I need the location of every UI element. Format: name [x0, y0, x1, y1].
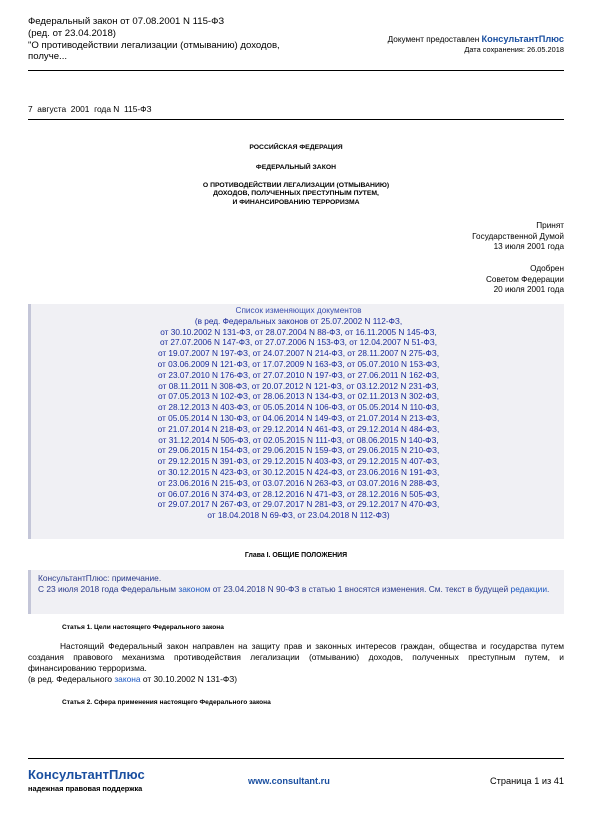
doc-title-line: "О противодействии легализации (отмыванию) доходов,	[28, 39, 280, 51]
approved-date: 20 июля 2001 года	[493, 285, 564, 295]
box-side-bar	[28, 304, 31, 539]
document-header-title	[28, 16, 328, 63]
document-provider	[388, 34, 564, 55]
edition-note: (в ред. Федерального	[28, 673, 115, 684]
law-type-title: ФЕДЕРАЛЬНЫЙ ЗАКОН	[255, 164, 337, 171]
footer-logo[interactable]: КонсультантПлюс	[28, 767, 145, 782]
adopted-by-duma	[472, 221, 564, 253]
approved-label: Одобрен	[530, 264, 564, 273]
law-name-line: ДОХОДОВ, ПОЛУЧЕННЫХ ПРЕСТУПНЫМ ПУТЕМ,	[213, 190, 379, 198]
adopted-body: Государственной Думой	[472, 231, 564, 241]
website-link[interactable]: www.consultant.ru	[248, 776, 330, 786]
law-link[interactable]: законом	[178, 583, 211, 594]
footer-tagline: надежная правовая поддержка	[28, 784, 143, 793]
amending-line[interactable]: от 21.07.2014 N 218-ФЗ, от 29.12.2014 N 461-ФЗ, от 29.12.2014 N 484-ФЗ,	[157, 424, 440, 434]
article-2-title: Статья 2. Сфера применения настоящего Федерального закона	[62, 699, 271, 706]
amending-line[interactable]: от 30.10.2002 N 131-ФЗ, от 28.07.2004 N 88-ФЗ, от 16.11.2005 N 145-ФЗ,	[160, 327, 437, 337]
amending-line[interactable]: от 30.12.2015 N 423-ФЗ, от 30.12.2015 N 424-ФЗ, от 23.06.2016 N 191-ФЗ,	[157, 467, 440, 477]
approved-by-council	[486, 264, 564, 296]
footer-divider	[28, 758, 564, 759]
box-side-bar	[28, 570, 31, 614]
future-edition-link[interactable]: редакции	[510, 583, 548, 594]
amending-line[interactable]: от 31.12.2014 N 505-ФЗ, от 02.05.2015 N 111-ФЗ, от 08.06.2015 N 140-ФЗ,	[158, 435, 439, 445]
amending-line[interactable]: (в ред. Федеральных законов от 25.07.2002 N 112-ФЗ,	[194, 316, 403, 326]
adopted-label: Принят	[536, 221, 564, 230]
amending-line[interactable]: от 08.11.2011 N 308-ФЗ, от 20.07.2012 N 121-ФЗ, от 03.12.2012 N 231-ФЗ,	[158, 381, 439, 391]
saved-date: Дата сохранения: 26.05.2018	[464, 45, 564, 54]
amending-list-title: Список изменяющих документов	[235, 306, 362, 315]
law-date: 7 августа 2001 года N 115-ФЗ	[28, 104, 152, 114]
consultant-note-box	[28, 570, 564, 614]
amending-line[interactable]: от 23.06.2016 N 215-ФЗ, от 03.07.2016 N 263-ФЗ, от 03.07.2016 N 288-ФЗ,	[157, 478, 440, 488]
chapter-title: Глава I. ОБЩИЕ ПОЛОЖЕНИЯ	[244, 552, 348, 559]
note-body	[38, 584, 558, 595]
amending-line[interactable]: от 18.04.2018 N 69-ФЗ, от 23.04.2018 N 112-ФЗ)	[207, 511, 390, 521]
header-divider	[28, 70, 564, 71]
amending-documents-box	[28, 304, 564, 539]
amending-line[interactable]: от 27.07.2006 N 147-ФЗ, от 27.07.2006 N 153-ФЗ, от 12.04.2007 N 51-ФЗ,	[159, 338, 438, 348]
law-name-title	[28, 182, 564, 207]
edition-note: от 30.10.2002 N 131-ФЗ)	[140, 673, 238, 684]
amending-documents-list	[33, 306, 564, 522]
amending-line[interactable]: от 29.07.2017 N 267-ФЗ, от 29.07.2017 N 281-ФЗ, от 29.12.2017 N 470-ФЗ,	[157, 500, 440, 510]
page-number: Страница 1 из 41	[490, 776, 564, 786]
adopted-date: 13 июля 2001 года	[493, 242, 564, 252]
date-divider	[28, 119, 564, 120]
note-text: .	[547, 583, 550, 594]
amending-line[interactable]: от 06.07.2016 N 374-ФЗ, от 28.12.2016 N 471-ФЗ, от 28.12.2016 N 505-ФЗ,	[157, 489, 440, 499]
note-text: С 23 июля 2018 года Федеральным	[38, 583, 179, 594]
provider-brand-link[interactable]: КонсультантПлюс	[481, 34, 564, 44]
provided-label: Документ предоставлен	[387, 35, 480, 44]
amending-line[interactable]: от 03.06.2009 N 121-ФЗ, от 17.07.2009 N 163-ФЗ, от 05.07.2010 N 153-ФЗ,	[157, 359, 440, 369]
amending-line[interactable]: от 29.06.2015 N 154-ФЗ, от 29.06.2015 N 159-ФЗ, от 29.06.2015 N 210-ФЗ,	[157, 446, 440, 456]
note-text: от 23.04.2018 N 90-ФЗ в статью 1 вносятся изменения. См. текст в будущей	[210, 583, 511, 594]
amending-line[interactable]: от 29.12.2015 N 391-ФЗ, от 29.12.2015 N 403-ФЗ, от 29.12.2015 N 407-ФЗ,	[157, 457, 440, 467]
doc-title-line: Федеральный закон от 07.08.2001 N 115-ФЗ	[28, 16, 225, 27]
amending-line[interactable]: от 28.12.2013 N 403-ФЗ, от 05.05.2014 N 106-ФЗ, от 05.05.2014 N 110-ФЗ,	[157, 403, 440, 413]
consultant-note	[38, 573, 558, 595]
approved-body: Советом Федерации	[486, 274, 564, 284]
note-title: КонсультантПлюс: примечание.	[38, 573, 162, 583]
doc-title-line: получе...	[28, 51, 68, 63]
amending-line[interactable]: от 07.05.2013 N 102-ФЗ, от 28.06.2013 N 134-ФЗ, от 02.11.2013 N 302-ФЗ,	[157, 392, 440, 402]
edition-law-link[interactable]: закона	[114, 673, 141, 684]
amending-line[interactable]: от 05.05.2014 N 130-ФЗ, от 04.06.2014 N 149-ФЗ, от 21.07.2014 N 213-ФЗ,	[157, 413, 440, 423]
amending-line[interactable]: от 19.07.2007 N 197-ФЗ, от 24.07.2007 N 214-ФЗ, от 28.11.2007 N 275-ФЗ,	[157, 349, 440, 359]
country-title: РОССИЙСКАЯ ФЕДЕРАЦИЯ	[249, 144, 343, 151]
law-name-line: И ФИНАНСИРОВАНИЮ ТЕРРОРИЗМА	[232, 198, 360, 206]
article-1-paragraph: Настоящий Федеральный закон направлен на защиту прав и законных интересов граждан, общества и государства путем создания правового механизма противодействия легализации (отмыванию) доходов, полученных преступным путем, и финансированию терроризма.	[28, 641, 564, 673]
article-1-text	[28, 641, 564, 685]
law-name-line: О ПРОТИВОДЕЙСТВИИ ЛЕГАЛИЗАЦИИ (ОТМЫВАНИЮ)	[202, 182, 390, 189]
amending-line[interactable]: от 23.07.2010 N 176-ФЗ, от 27.07.2010 N 197-ФЗ, от 27.06.2011 N 162-ФЗ,	[157, 370, 440, 380]
article-1-title: Статья 1. Цели настоящего Федерального закона	[62, 624, 224, 631]
doc-title-line: (ред. от 23.04.2018)	[28, 27, 116, 39]
